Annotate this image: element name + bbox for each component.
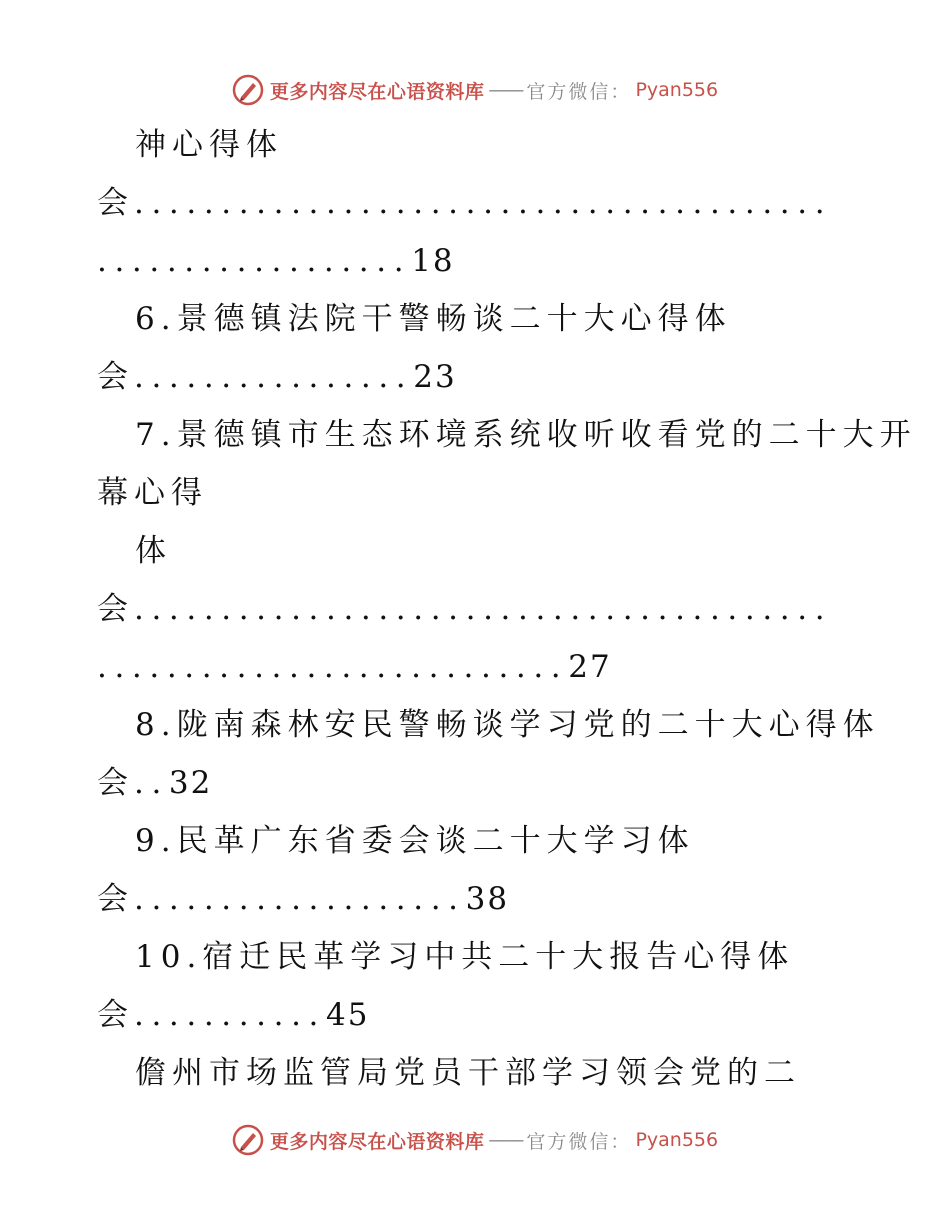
watermark-header: [0, 72, 950, 108]
toc-page-number: 45: [326, 997, 370, 1033]
toc-item-9-leader: [97, 870, 509, 928]
toc-dot-leader: ................: [134, 359, 414, 395]
toc-item-9-title: 9.民革广东省委会谈二十大学习体: [135, 823, 695, 859]
toc-dot-leader: ...................: [134, 881, 466, 917]
watermark-separator: ——: [488, 79, 523, 101]
toc-item-6-title: 6.景德镇法院干警畅谈二十大心得体: [135, 301, 732, 337]
pen-logo-icon: [232, 1124, 264, 1156]
watermark-separator: ——: [488, 1129, 523, 1151]
watermark-wechat-id: Pyan556: [635, 1129, 719, 1151]
toc-page-number: 27: [568, 649, 612, 685]
toc-item-end-char: 会: [97, 881, 134, 917]
toc-page-number: 38: [465, 881, 510, 917]
watermark-label: 官方微信：: [526, 80, 632, 103]
toc-item-7-continuation-1: 幕心得: [97, 475, 208, 511]
toc-item-7-title: 7.景德镇市生态环境系统收听收看党的二十大开: [135, 417, 917, 453]
toc-item-7-continuation-2: 体: [135, 533, 172, 569]
toc-page-number: 23: [413, 359, 457, 395]
toc-item-10-leader: [97, 986, 369, 1044]
toc-dot-leader: ........................................: [134, 185, 833, 221]
toc-item-5-continuation: 神心得体: [135, 127, 283, 163]
toc-dot-leader: ..................: [97, 243, 412, 279]
watermark-label: 官方微信：: [526, 1130, 632, 1153]
toc-item-11-title: 儋州市场监管局党员干部学习领会党的二: [135, 1055, 801, 1091]
toc-item-end-char: 会: [97, 359, 134, 395]
toc-item-end-char: 会: [97, 591, 134, 627]
toc-item-5-leader: [97, 174, 832, 232]
toc-page-number: 32: [168, 765, 213, 801]
toc-item-end-char: 会: [97, 185, 134, 221]
toc-item-7-leader: [97, 580, 832, 638]
toc-item-10-title: 10.宿迁民革学习中共二十大报告心得体: [135, 939, 795, 975]
watermark-footer: [0, 1122, 950, 1158]
toc-item-8-leader: [97, 754, 212, 812]
toc-item-6-leader: [97, 348, 457, 406]
toc-item-end-char: 会: [97, 765, 134, 801]
toc-item-5-page-line: [97, 232, 455, 290]
toc-item-8-title: 8.陇南森林安民警畅谈学习党的二十大心得体: [135, 707, 880, 743]
watermark-wechat-id: Pyan556: [635, 79, 719, 101]
toc-page-number: 18: [411, 243, 455, 279]
toc-item-7-page-line: [97, 638, 612, 696]
toc-dot-leader: ..: [134, 765, 169, 801]
watermark-site: 更多内容尽在心语资料库: [269, 80, 485, 103]
watermark-site: 更多内容尽在心语资料库: [269, 1130, 485, 1153]
toc-item-end-char: 会: [97, 997, 134, 1033]
toc-dot-leader: ...........................: [97, 649, 569, 685]
pen-logo-icon: [232, 74, 264, 106]
toc-dot-leader: ........................................: [134, 591, 833, 627]
toc-dot-leader: ...........: [134, 997, 326, 1033]
